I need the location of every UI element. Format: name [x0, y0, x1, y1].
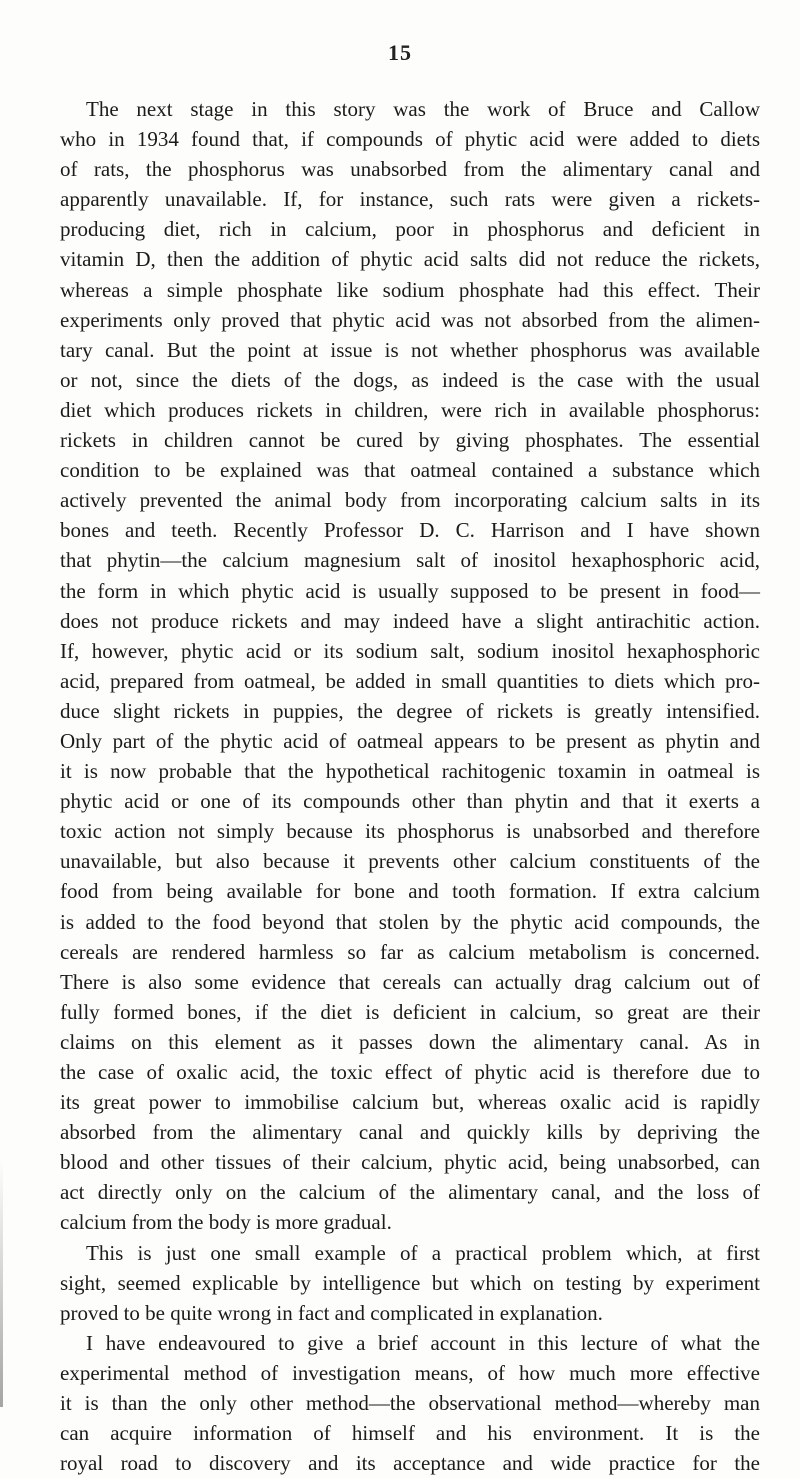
text-line: apparently unavailable. If, for instance, such rats were given a rickets-	[60, 187, 760, 212]
text-line: I have endeavoured to give a brief account in this lecture of what the	[86, 1330, 760, 1355]
text-line: can acquire information of himself and his environment. It is the	[60, 1421, 760, 1446]
text-line: rickets in children cannot be cured by giving phosphates. The essential	[60, 428, 760, 453]
text-line: blood and other tissues of their calcium, phytic acid, being unabsorbed, can	[60, 1150, 760, 1175]
text-line: that phytin—the calcium magnesium salt of inositol hexaphosphoric acid,	[60, 548, 760, 573]
text-line: of rats, the phosphorus was unabsorbed from the alimentary canal and	[60, 157, 760, 182]
text-line: This is just one small example of a practical problem which, at first	[86, 1240, 760, 1265]
text-line: royal road to discovery and its acceptance and wide practice for the	[60, 1451, 760, 1476]
text-line: calcium from the body is more gradual.	[60, 1210, 392, 1235]
body-text	[60, 94, 760, 1478]
paragraph	[60, 94, 760, 1238]
text-line: toxic action not simply because its phosphorus is unabsorbed and therefore	[60, 819, 760, 844]
text-line: cereals are rendered harmless so far as calcium metabolism is concerned.	[60, 939, 760, 964]
text-line: The next stage in this story was the work of Bruce and Callow	[86, 97, 760, 121]
text-line: absorbed from the alimentary canal and quickly kills by depriving the	[60, 1120, 760, 1145]
text-line: it is than the only other method—the observational method—whereby man	[60, 1391, 760, 1416]
text-line: There is also some evidence that cereals can actually drag calcium out of	[60, 969, 760, 994]
text-line: does not produce rickets and may indeed have a slight antirachitic action.	[60, 608, 760, 633]
text-line: If, however, phytic acid or its sodium salt, sodium inositol hexaphosphoric	[60, 638, 760, 663]
text-line: fully formed bones, if the diet is deficient in calcium, so great are their	[60, 999, 760, 1024]
text-line: Only part of the phytic acid of oatmeal appears to be present as phytin and	[60, 728, 760, 753]
text-line: producing diet, rich in calcium, poor in phosphorus and deficient in	[60, 217, 760, 242]
text-line: vitamin D, then the addition of phytic acid salts did not reduce the rickets,	[60, 247, 760, 272]
text-line: experiments only proved that phytic acid was not absorbed from the alimen-	[60, 307, 760, 332]
text-line: sight, seemed explicable by intelligence but which on testing by experiment	[60, 1270, 760, 1295]
text-line: condition to be explained was that oatmeal contained a substance which	[60, 458, 760, 483]
text-line: the case of oxalic acid, the toxic effect of phytic acid is therefore due to	[60, 1060, 760, 1084]
text-line: proved to be quite wrong in fact and complicated in explanation.	[60, 1300, 603, 1325]
page-edge-shadow	[0, 1160, 3, 1407]
text-line: bones and teeth. Recently Professor D. C. Harrison and I have shown	[60, 518, 760, 543]
text-line: whereas a simple phosphate like sodium phosphate had this effect. Their	[60, 277, 760, 302]
page-number: 15	[388, 40, 412, 65]
text-line: it is now probable that the hypothetical rachitogenic toxamin in oatmeal is	[60, 759, 760, 784]
text-line: food from being available for bone and tooth formation. If extra calcium	[60, 879, 760, 904]
text-line: its great power to immobilise calcium but, whereas oxalic acid is rapidly	[60, 1090, 760, 1115]
text-line: duce slight rickets in puppies, the degree of rickets is greatly intensified.	[60, 698, 760, 723]
text-line: actively prevented the animal body from incorporating calcium salts in its	[60, 488, 760, 513]
paragraph	[60, 1238, 760, 1328]
text-line: acid, prepared from oatmeal, be added in small quantities to diets which pro-	[60, 668, 760, 693]
text-line: or not, since the diets of the dogs, as indeed is the case with the usual	[60, 367, 760, 392]
text-line: claims on this element as it passes down the alimentary canal. As in	[60, 1029, 760, 1054]
text-line: tary canal. But the point at issue is not whether phosphorus was available	[60, 337, 760, 362]
text-line: diet which produces rickets in children, were rich in available phosphorus:	[60, 397, 760, 422]
text-line: who in 1934 found that, if compounds of phytic acid were added to diets	[60, 127, 760, 152]
paragraph	[60, 1328, 760, 1478]
text-line: phytic acid or one of its compounds other than phytin and that it exerts a	[60, 789, 760, 814]
text-line: unavailable, but also because it prevents other calcium constituents of the	[60, 849, 760, 874]
text-line: the form in which phytic acid is usually supposed to be present in food—	[60, 578, 760, 603]
text-line: is added to the food beyond that stolen by the phytic acid compounds, the	[60, 909, 760, 934]
text-line: act directly only on the calcium of the alimentary canal, and the loss of	[60, 1180, 760, 1205]
text-line: experimental method of investigation means, of how much more effective	[60, 1360, 760, 1385]
